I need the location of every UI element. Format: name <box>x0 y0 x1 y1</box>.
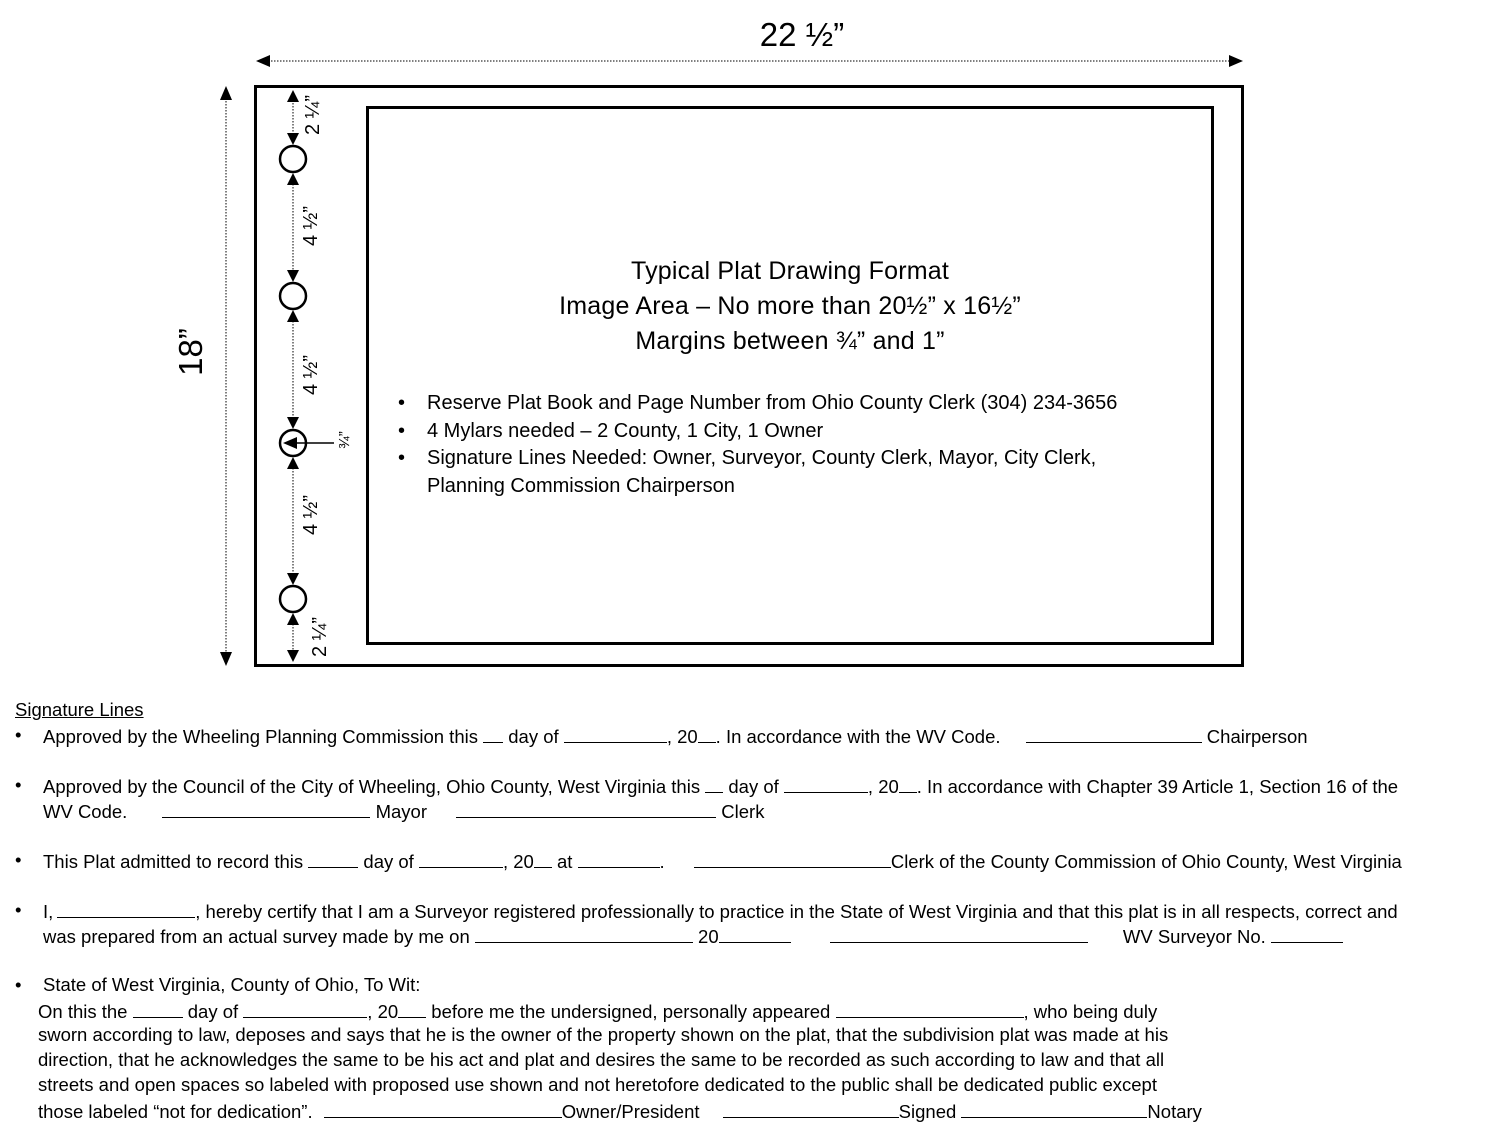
arrow-down-icon <box>287 573 299 585</box>
note-text: 4 Mylars needed – 2 County, 1 City, 1 Owner <box>427 419 824 442</box>
text: Clerk of the County Commission of Ohio County, West Virginia <box>890 851 1402 872</box>
spacing-label-top: 2 ¼” <box>302 94 324 136</box>
day-blank[interactable] <box>483 724 503 743</box>
binding-hole-4 <box>280 586 306 612</box>
note-text: Planning Commission Chairperson <box>427 474 735 497</box>
sheet-border <box>256 87 1243 666</box>
county-clerk-signature-blank[interactable] <box>694 849 891 868</box>
text: , 20 <box>502 851 534 872</box>
width-arrow-right-icon <box>1229 55 1243 67</box>
notary-heading-line: State of West Virginia, County of Ohio, To Wit: <box>43 974 421 995</box>
spacing-label-1: 4 ½” <box>300 205 322 247</box>
arrow-up-icon <box>287 310 299 322</box>
notary-signature-blank[interactable] <box>961 1099 1147 1118</box>
arrow-down-icon <box>287 650 299 662</box>
text: I, <box>43 901 54 922</box>
text: 20 <box>698 926 719 947</box>
surveyor-line-2 <box>43 924 1343 948</box>
text: , 20 <box>367 1001 399 1022</box>
notary-line-5 <box>38 1099 1202 1123</box>
text: Signed <box>898 1101 957 1122</box>
month-blank[interactable] <box>243 999 367 1018</box>
bullet-icon: • <box>398 419 406 442</box>
day-blank[interactable] <box>705 774 723 793</box>
image-area-border <box>368 108 1213 644</box>
format-title-block <box>367 257 1213 362</box>
note-text: Signature Lines Needed: Owner, Surveyor, County Clerk, Mayor, City Clerk, <box>427 447 1097 469</box>
year-blank[interactable] <box>719 924 791 943</box>
bullet-icon: • <box>15 849 22 870</box>
time-blank[interactable] <box>578 849 660 868</box>
text: Approved by the Council of the City of Wheeling, Ohio County, West Virginia this <box>43 776 701 797</box>
text: Approved by the Wheeling Planning Commission this <box>43 726 478 747</box>
clerk-signature-blank[interactable] <box>456 799 716 818</box>
width-arrow-left-icon <box>256 55 270 67</box>
council-line-2 <box>43 799 764 823</box>
text: at <box>556 851 573 872</box>
survey-date-blank[interactable] <box>475 924 693 943</box>
list-item <box>396 418 1117 446</box>
year-blank[interactable] <box>899 774 917 793</box>
binding-hole-2 <box>280 283 306 309</box>
day-blank[interactable] <box>133 999 183 1018</box>
bullet-icon: • <box>398 447 406 469</box>
council-line <box>43 774 1398 798</box>
text: day of <box>728 776 779 797</box>
list-item <box>396 445 1117 473</box>
text: before me the undersigned, personally appeared <box>431 1001 831 1022</box>
text: Clerk <box>721 801 765 822</box>
margins-spec: Margins between ¾” and 1” <box>635 327 945 355</box>
text: Mayor <box>375 801 427 822</box>
text: day of <box>363 851 414 872</box>
height-label: 18” <box>172 328 209 376</box>
notary-line-4: streets and open spaces so labeled with proposed use shown and not heretofore dedicated to the public shall be dedicated public except <box>38 1074 1157 1095</box>
bullet-icon: • <box>15 724 22 745</box>
text: , 20 <box>666 726 698 747</box>
month-blank[interactable] <box>419 849 503 868</box>
text: . <box>659 851 665 872</box>
text: WV Code. <box>43 801 128 822</box>
text: On this the <box>38 1001 128 1022</box>
arrow-down-icon <box>287 133 299 145</box>
appearer-name-blank[interactable] <box>836 999 1024 1018</box>
owner-signature-blank[interactable] <box>324 1099 562 1118</box>
height-arrow-down-icon <box>220 652 232 666</box>
arrow-up-icon <box>287 173 299 185</box>
height-arrow-up-icon <box>220 86 232 100</box>
notary-line-3: direction, that he acknowledges the same to be his act and plat and desires the same to be recorded as such according to law and that all <box>38 1049 1165 1070</box>
month-blank[interactable] <box>784 774 868 793</box>
text: . In accordance with Chapter 39 Article 1, Section 16 of the <box>916 776 1399 797</box>
note-text: Reserve Plat Book and Page Number from Ohio County Clerk (304) 234-3656 <box>427 392 1118 414</box>
text: Owner/President <box>561 1101 700 1122</box>
year-blank[interactable] <box>398 999 426 1018</box>
arrow-up-icon <box>287 90 299 102</box>
year-blank[interactable] <box>698 724 716 743</box>
surveyor-name-blank[interactable] <box>57 899 195 918</box>
year-blank[interactable] <box>534 849 552 868</box>
text: Notary <box>1147 1101 1202 1122</box>
surveyor-signature-blank[interactable] <box>830 924 1088 943</box>
signature-lines-heading: Signature Lines <box>15 699 144 720</box>
hole-offset-label: ¾” <box>336 431 353 449</box>
format-title: Typical Plat Drawing Format <box>631 257 949 285</box>
text: , who being duly <box>1023 1001 1158 1022</box>
planning-commission-line <box>43 724 1308 748</box>
arrow-up-icon <box>287 613 299 625</box>
text: those labeled “not for dedication”. <box>38 1101 313 1122</box>
spacing-label-3: 4 ½” <box>300 494 322 536</box>
day-blank[interactable] <box>308 849 358 868</box>
text: WV Surveyor No. <box>1122 926 1266 947</box>
spacing-label-bottom: 2 ¼” <box>309 616 331 658</box>
record-line <box>43 849 1402 873</box>
list-item <box>396 390 1117 418</box>
bullet-icon: • <box>398 392 406 414</box>
text: , hereby certify that I am a Surveyor registered professionally to practice in the State of West Virginia and that this plat is in all respects, correct and <box>195 901 1398 922</box>
arrow-down-icon <box>287 270 299 282</box>
bullet-icon: • <box>15 774 22 795</box>
requirements-list <box>396 390 1117 500</box>
surveyor-number-blank[interactable] <box>1271 924 1343 943</box>
bullet-icon: • <box>15 899 22 920</box>
arrow-up-icon <box>287 457 299 469</box>
arrow-down-icon <box>287 417 299 429</box>
surveyor-line <box>43 899 1398 923</box>
signed-blank[interactable] <box>723 1099 899 1118</box>
notary-line-1 <box>38 999 1157 1023</box>
notary-line-2: sworn according to law, deposes and says that he is the owner of the property shown on the plat, that the subdivision plat was made at his <box>38 1024 1169 1045</box>
width-label: 22 ½” <box>759 16 845 53</box>
text: day of <box>187 1001 239 1022</box>
month-blank[interactable] <box>564 724 667 743</box>
mayor-signature-blank[interactable] <box>162 799 370 818</box>
chairperson-signature-blank[interactable] <box>1026 724 1202 743</box>
bullet-icon: • <box>15 974 22 995</box>
text: day of <box>508 726 559 747</box>
binding-hole-1 <box>280 146 306 172</box>
image-area-spec: Image Area – No more than 20½” x 16½” <box>559 292 1021 320</box>
text: Chairperson <box>1206 726 1308 747</box>
spacing-label-2: 4 ½” <box>300 354 322 396</box>
text: This Plat admitted to record this <box>43 851 304 872</box>
text: . In accordance with the WV Code. <box>715 726 1001 747</box>
text: , 20 <box>867 776 899 797</box>
text: was prepared from an actual survey made by me on <box>43 926 470 947</box>
list-item-continuation <box>396 473 1117 501</box>
